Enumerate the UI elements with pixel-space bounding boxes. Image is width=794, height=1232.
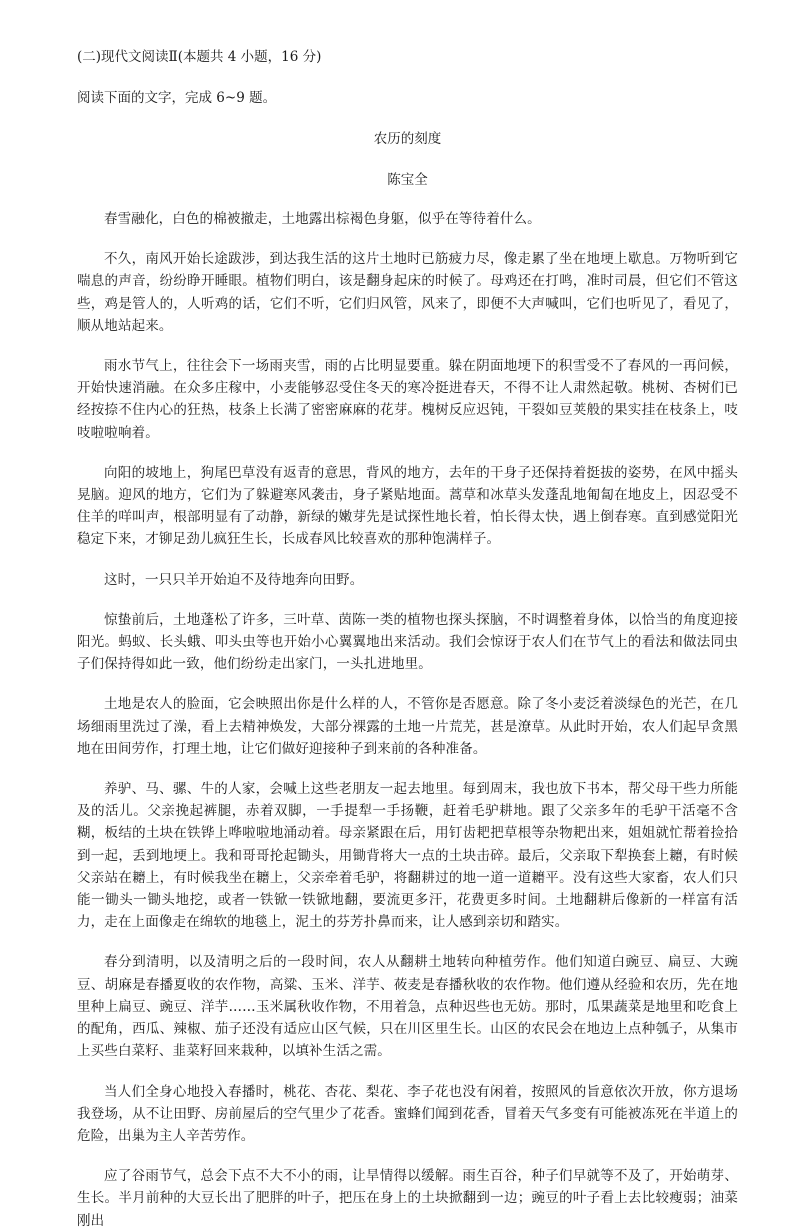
paragraph: 养驴、马、骡、牛的人家，会喊上这些老朋友一起去地里。每到周末，我也放下书本，帮父母干些力所能及的活儿。父亲挽起裤腿，赤着双脚，一手提犁一手扬鞭，赶着毛驴耕地。跟了父亲多年的毛驴干活毫不含糊，板结的土块在铁铧上哗啦啦地涌动着。母亲紧跟在后，用钉齿耙把草根等杂物耙出来，姐姐就忙帮着捡拾到一起，丢到地埂上。我和哥哥抡起锄头，用锄背将大一点的土块击碎。最后，父亲取下犁换套上耱，有时候父亲站在耱上，有时候我坐在耱上，父亲牵着毛驴，将翻耕过的地一道一道耱平。没有这些大家畜，农人们只能一锄头一锄头地挖，或者一铁锨一铁锨地翻，要流更多汗，花费更多时间。土地翻耕后像新的一样富有活力，走在上面像走在绵软的地毯上，泥土的芬芳扑鼻而来，让人感到亲切和踏实。 <box>77 781 738 931</box>
paragraph: 惊蛰前后，土地蓬松了许多，三叶草、茵陈一类的植物也探头探脑，不时调整着身体，以恰当的角度迎接阳光。蚂蚁、长头蛾、叩头虫等也开始小心翼翼地出来活动。我们会惊讶于农人们在节气上的看法和做法同虫子们保持得如此一致，他们纷纷走出家门，一头扎进地里。 <box>77 611 738 673</box>
paragraph: 向阳的坡地上，狗尾巴草没有返青的意思，背风的地方，去年的干身子还保持着挺拔的姿势，在风中摇头晃脑。迎风的地方，它们为了躲避寒风袭击，身子紧贴地面。蒿草和冰草头发蓬乱地匍匐在地皮上，因忍受不住羊的咩叫声，根部明显有了动静，新绿的嫩芽先是试探性地长着，怕长得太快，遇上倒春寒。直到感觉阳光稳定下来，才铆足劲儿疯狂生长，长成春风比较喜欢的那种饱满样子。 <box>77 464 738 548</box>
paragraph: 这时，一只只羊开始迫不及待地奔向田野。 <box>104 571 364 588</box>
paragraph: 应了谷雨节气，总会下点不大不小的雨，让旱情得以缓解。雨生百谷，种子们早就等不及了，开始萌芽、生长。半月前种的大豆长出了肥胖的叶子，把压在身上的土块掀翻到一边；豌豆的叶子看上去比较瘦弱；油菜刚出 <box>77 1168 738 1229</box>
paragraph: 春分到清明，以及清明之后的一段时间，农人从翻耕土地转向种植劳作。他们知道白豌豆、扁豆、大豌豆、胡麻是春播夏收的农作物，高粱、玉米、洋芋、莜麦是春播秋收的农作物。他们遵从经验和农历，先在地里种上扁豆、豌豆、洋芋……玉米属秋收作物，不用着急，点种迟些也无妨。那时，瓜果蔬菜是地里和吃食上的配角，西瓜、辣椒、茄子还没有适应山区气候，只在川区里生长。山区的农民会在地边上点种瓠子，从集市上买些白菜籽、韭菜籽回来栽种，以填补生活之需。 <box>77 954 738 1060</box>
paragraph: 雨水节气上，往往会下一场雨夹雪，雨的占比明显要重。躲在阴面地埂下的积雪受不了春风的一再问候，开始快速消融。在众多庄稼中，小麦能够忍受住冬天的寒冷挺进春天，不得不让人肃然起敬。桃树、杏树们已经按捺不住内心的狂热，枝条上长满了密密麻麻的花芽。槐树反应迟钝，干裂如豆荚般的果实挂在枝条上，吱吱啦啦响着。 <box>77 358 738 441</box>
article-title: 农历的刻度 <box>373 131 442 147</box>
article-title-row <box>77 128 738 150</box>
article-body <box>77 208 738 1232</box>
paragraph: 当人们全身心地投入春播时，桃花、杏花、梨花、李子花也没有闲着，按照风的旨意依次开放，你方退场我登场，从不让田野、房前屋后的空气里少了花香。蜜蜂们闻到花香，冒着天气多变有可能被冻死在半道上的危险，出巢为主人辛苦劳作。 <box>77 1083 738 1144</box>
reading-instruction: 阅读下面的文字，完成 6~9 题。 <box>77 90 277 106</box>
paragraph: 春雪融化，白色的棉被撤走，土地露出棕褐色身躯，似乎在等待着什么。 <box>104 211 541 227</box>
section-heading: (二)现代文阅读Ⅱ(本题共 4 小题，16 分) <box>77 49 322 65</box>
paragraph: 土地是农人的脸面，它会映照出你是什么样的人，不管你是否愿意。除了冬小麦泛着淡绿色的光芒，在几场细雨里洗过了澡，看上去精神焕发，大部分裸露的土地一片荒芜，甚是潦草。从此时开始，农人们起早贪黑地在田间劳作，打理土地，让它们做好迎接种子到来前的各种准备。 <box>77 696 738 757</box>
paragraph: 不久，南风开始长途跋涉，到达我生活的这片土地时已筋疲力尽，像走累了坐在地埂上歇息。万物听到它喘息的声音，纷纷睁开睡眼。植物们明白，该是翻身起床的时候了。母鸡还在打鸣，准时司晨，但它们不管这些，鸡是管人的，人听鸡的话，它们不听，它们归风管，风来了，即便不大声喊叫，它们也听见了，看见了，顺从地站起来。 <box>77 251 738 334</box>
article-author: 陈宝全 <box>387 172 428 188</box>
